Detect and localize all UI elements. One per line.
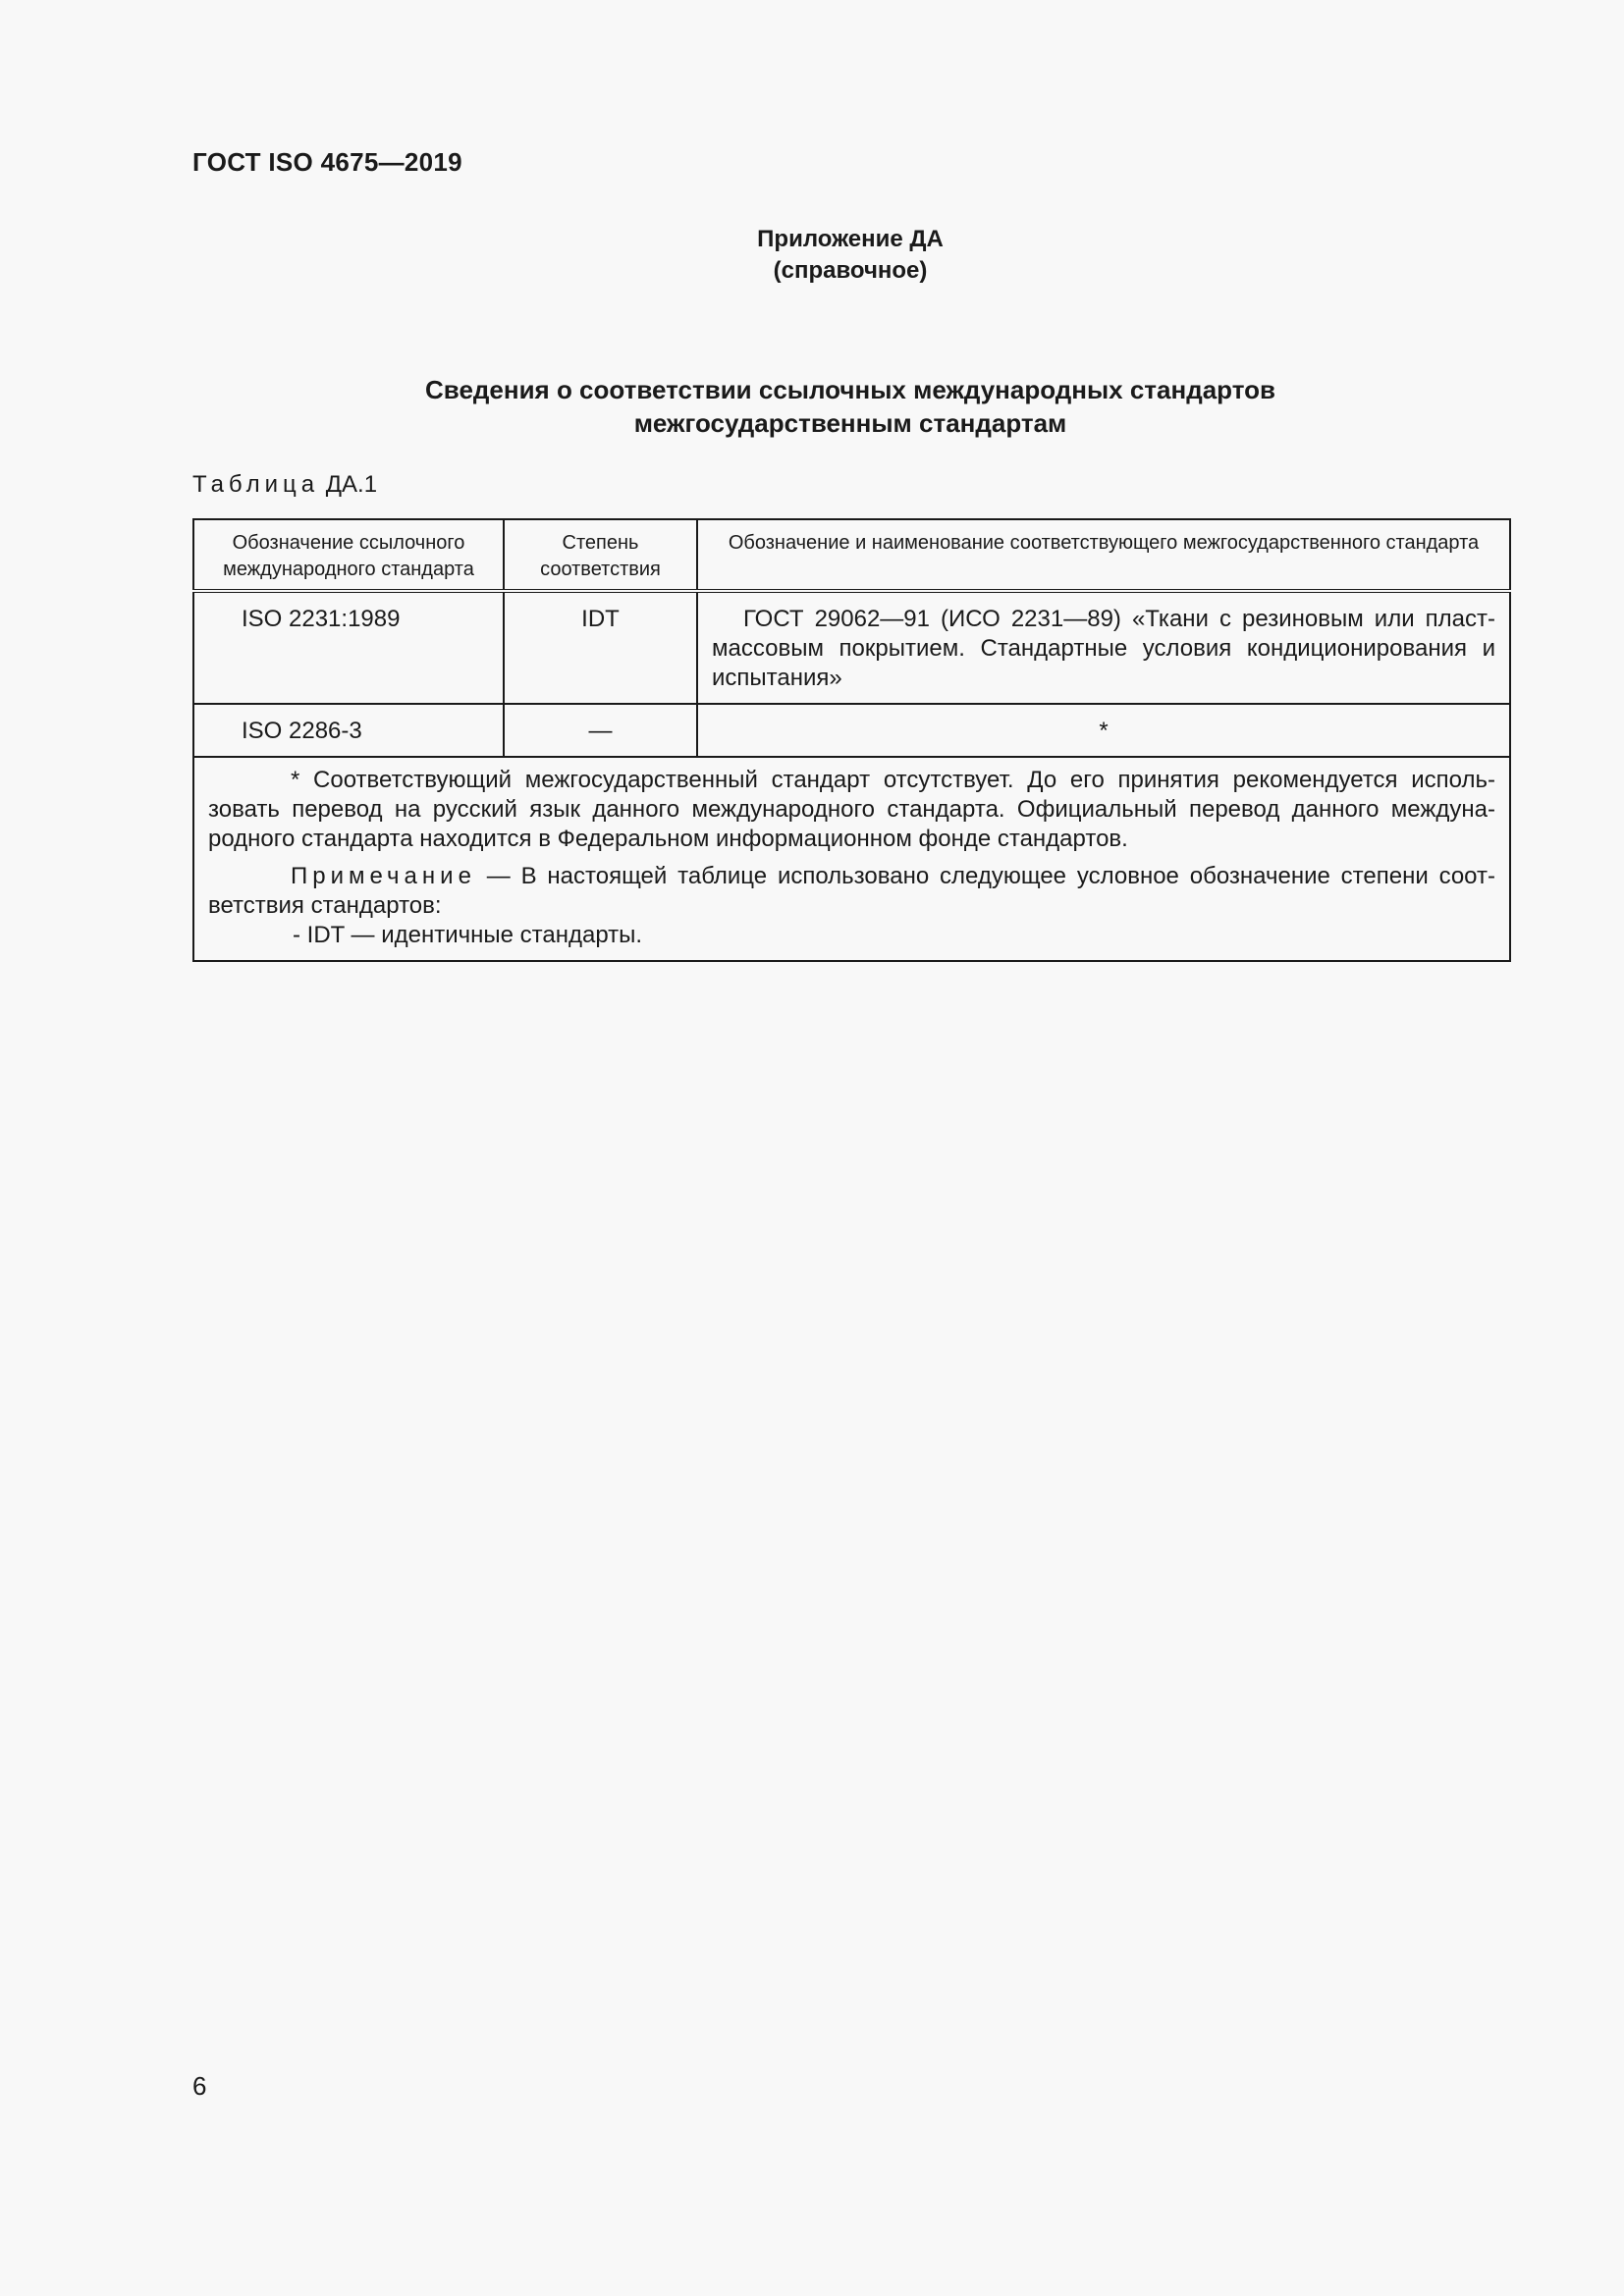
table-row: [193, 591, 1510, 704]
header-cell-standard: Обозначение ссылочного международного стандарта: [193, 519, 504, 591]
section-title-line-1: Сведения о соответствии ссылочных международных стандартов: [425, 375, 1275, 404]
cell-description: *: [697, 704, 1510, 757]
cell-description: ГОСТ 29062—91 (ИСО 2231—89) «Ткани с резиновым или пласт-массовым покрытием. Стандартные условия кондиционирования и испытания»: [697, 591, 1510, 704]
annex-heading: [192, 224, 1508, 287]
table-row: [193, 704, 1510, 757]
table-notes-row: [193, 757, 1510, 961]
footnote: * Соответствующий межгосударственный стандарт отсутствует. До его принятия рекомендуется исполь-зовать перевод на русский язык данного международного стандарта. Официальный перевод данного междуна-родного стандарта находится в Федеральном информационном фонде стандартов.: [208, 767, 1495, 852]
header-cell-interstate: Обозначение и наименование соответствующего межгосударственного стандарта: [697, 519, 1510, 591]
note-label: Примечание: [291, 863, 476, 889]
cell-degree: IDT: [504, 591, 697, 704]
cell-standard: ISO 2286-3: [193, 704, 504, 757]
header-cell-degree: Степень соответствия: [504, 519, 697, 591]
table-header-row: [193, 519, 1510, 591]
annex-subtitle: (справочное): [773, 257, 928, 284]
note-text: — В настоящей таблице использовано следующее условное обозначение степени соот-ветствия стандартов:: [208, 863, 1495, 919]
section-title-line-2: межгосударственным стандартам: [633, 408, 1067, 438]
standards-table: [192, 518, 1511, 962]
table-caption-word: Таблица: [192, 471, 320, 498]
note: [208, 862, 1495, 950]
table-notes: [193, 757, 1510, 961]
cell-standard: ISO 2231:1989: [193, 591, 504, 704]
table-caption: [192, 471, 377, 499]
note-list-item: - IDT — идентичные стандарты.: [293, 922, 643, 948]
annex-title: Приложение ДА: [757, 226, 944, 252]
document-code: ГОСТ ISO 4675—2019: [192, 147, 462, 177]
table-caption-number: ДА.1: [325, 471, 378, 498]
section-title: [192, 373, 1508, 440]
cell-degree: —: [504, 704, 697, 757]
page-number: 6: [192, 2071, 207, 2101]
